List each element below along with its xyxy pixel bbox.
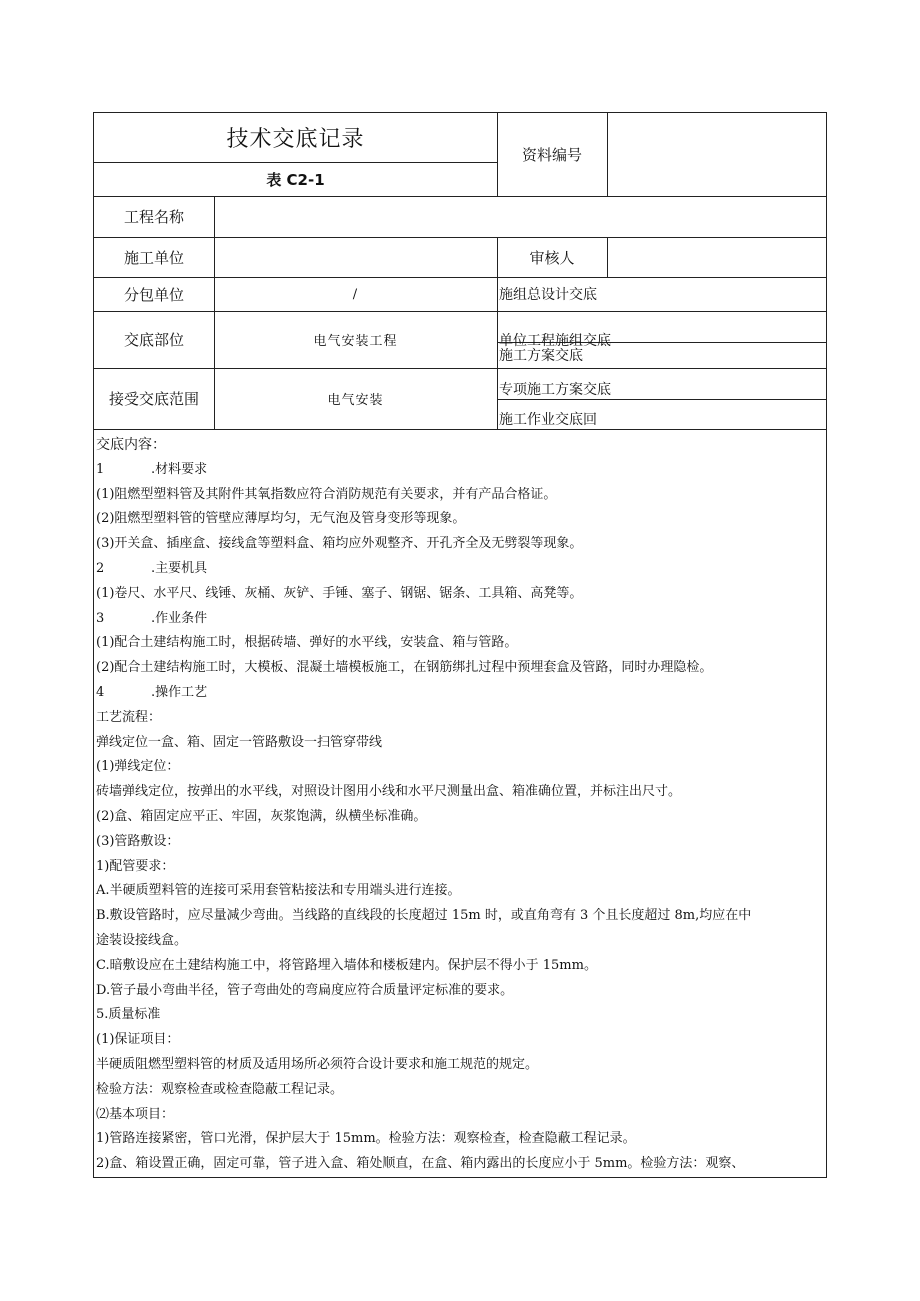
section-title: .操作工艺 — [151, 684, 208, 700]
section-heading: 5.质量标准 — [96, 1007, 161, 1023]
part-label: 交底部位 — [123, 331, 184, 349]
section-title: .作业条件 — [151, 610, 208, 626]
reviewer-field[interactable] — [607, 237, 826, 277]
content-line: (1)卷尺、水平尺、线锤、灰桶、灰铲、手锤、塞子、钢锯、锯条、工具箱、高凳等。 — [96, 585, 583, 601]
content-line: 检验方法：观察检查或检查隐蔽工程记录。 — [96, 1081, 344, 1097]
content-line: (2)阻燃型塑料管的管壁应薄厚均匀，无气泡及管身变形等现象。 — [96, 511, 466, 527]
disclosure-content — [94, 429, 826, 1177]
content-line: 半硬质阻燃型塑料管的材质及适用场所必须符合设计要求和施工规范的规定。 — [96, 1056, 539, 1072]
content-line: (1)阻燃型塑料管及其附件其氧指数应符合消防规范有关要求，并有产品合格证。 — [96, 486, 557, 502]
type-unit-project[interactable]: 单位工程施组交底 — [499, 333, 611, 349]
section-number: 1 — [96, 461, 105, 477]
form-code: 表 C2-1 — [266, 170, 325, 189]
content-line: 砖墙弹线定位，按弹出的水平线，对照设计图用小线和水平尺测量出盒、箱准确位置，并标注出尺寸。 — [96, 784, 682, 800]
doc-no-label: 资料编号 — [521, 146, 582, 164]
content-line: 工艺流程： — [96, 709, 162, 725]
content-line: B.敷设管路时，应尽量减少弯曲。当线路的直线段的长度超过 15m 时，或直角弯有 3 个且长度超过 8m,均应在中 — [96, 908, 752, 924]
contractor-field[interactable] — [214, 237, 497, 277]
project-name-field[interactable] — [214, 196, 826, 237]
type-special-plan[interactable]: 专项施工方案交底 — [499, 382, 611, 398]
content-heading: 交底内容： — [96, 437, 166, 453]
section-title: .主要机具 — [151, 560, 208, 576]
section-number: 4 — [96, 684, 105, 700]
section-title: .材料要求 — [151, 461, 208, 477]
contractor-label: 施工单位 — [123, 248, 184, 267]
reviewer-label: 审核人 — [529, 248, 575, 267]
section-number: 2 — [96, 560, 105, 576]
doc-no-field[interactable] — [607, 113, 826, 196]
content-line: (2)配合土建结构施工时，大模板、混凝土墙模板施工，在钢筋绑扎过程中预埋套盒及管路，同时办理隐检。 — [96, 660, 713, 676]
content-line: (1)保证项目： — [96, 1032, 180, 1048]
section-heading — [96, 607, 824, 632]
content-line: ⑵基本项目： — [96, 1106, 175, 1122]
section-number: 3 — [96, 610, 105, 626]
project-name-label: 工程名称 — [123, 208, 184, 226]
content-line: 弹线定位一盒、箱、固定一管路敷设一扫管穿带线 — [96, 734, 383, 750]
content-line: 1)配管要求： — [96, 858, 175, 874]
section-heading — [96, 458, 824, 483]
part-field[interactable]: 电气安装工程 — [313, 334, 398, 349]
type-operation[interactable]: 施工作业交底回 — [499, 412, 597, 428]
type-general-design[interactable]: 施组总设计交底 — [499, 287, 597, 303]
content-line: A.半硬质塑料管的连接可采用套管粘接法和专用端头进行连接。 — [96, 883, 461, 899]
section-heading — [96, 557, 824, 582]
tech-disclosure-form — [93, 112, 827, 1178]
type-construction-plan[interactable]: 施工方案交底 — [499, 348, 583, 364]
content-line: 2)盒、箱设置正确，固定可靠，管子进入盒、箱处顺直，在盒、箱内露出的长度应小于 5mm。检验方法：观察、 — [96, 1156, 745, 1172]
content-line: (1)配合土建结构施工时，根据砖墙、弹好的水平线，安装盒、箱与管路。 — [96, 635, 518, 651]
content-line: (1)弹线定位： — [96, 759, 180, 775]
content-line: C.暗敷设应在土建结构施工中，将管路埋入墙体和楼板建内。保护层不得小于 15mm。 — [96, 957, 597, 973]
scope-field[interactable]: 电气安装 — [327, 393, 384, 408]
section-heading — [96, 681, 824, 706]
subcontractor-label: 分包单位 — [123, 285, 184, 304]
subcontractor-field[interactable]: / — [352, 286, 359, 302]
content-line: 途装设接线盒。 — [96, 932, 188, 948]
content-line: (2)盒、箱固定应平正、牢固，灰浆饱满，纵横坐标准确。 — [96, 808, 427, 824]
content-line: (3)开关盒、插座盒、接线盒等塑料盒、箱均应外观整齐、开孔齐全及无劈裂等现象。 — [96, 536, 583, 552]
content-line: 1)管路连接紧密，管口光滑，保护层大于 15mm。检验方法：观察检查，检查隐蔽工程记录。 — [96, 1131, 636, 1147]
scope-label: 接受交底范围 — [108, 390, 199, 408]
page-title: 技术交底记录 — [226, 127, 365, 152]
content-line: (3)管路敷设： — [96, 833, 180, 849]
content-line: D.管子最小弯曲半径，管子弯曲处的弯扁度应符合质量评定标准的要求。 — [96, 982, 514, 998]
